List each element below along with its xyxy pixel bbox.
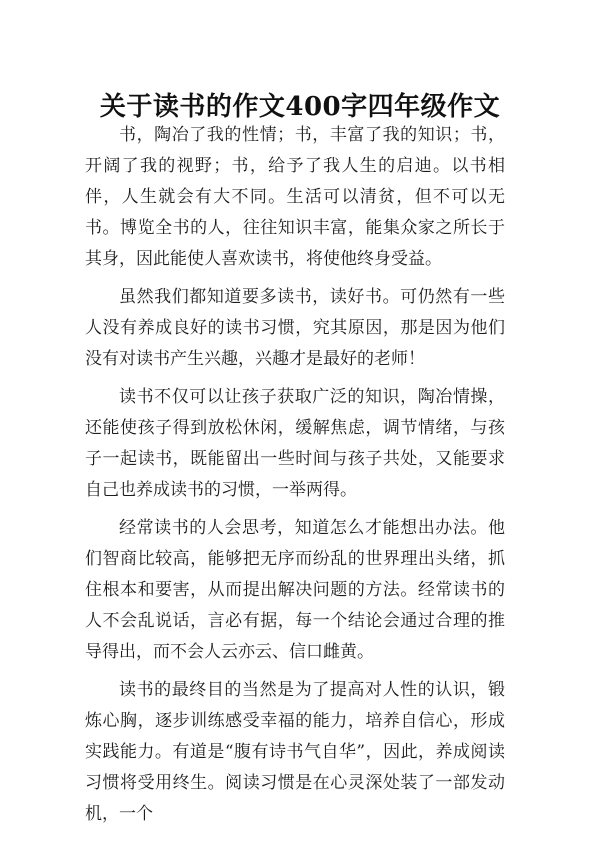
paragraph: 虽然我们都知道要多读书，读好书。可仍然有一些人没有养成良好的读书习惯，究其原因，那是因为他们没有对读书产生兴趣，兴趣才是最好的老师！ — [85, 287, 505, 369]
paragraph: 书，陶冶了我的性情；书，丰富了我的知识；书，开阔了我的视野；书，给予了我人生的启迪。以书相伴，人生就会有大不同。生活可以清贫，但不可以无书。博览全书的人，往往知识丰富，能集众家之所长于其身，因此能使人喜欢读书，将使他终身受益。 — [85, 125, 505, 269]
paragraph: 读书的最终目的当然是为了提高对人性的认识，锻炼心胸，逐步训练感受幸福的能力，培养自信心，形成实践能力。有道是“腹有诗书气自华”，因此，养成阅读习惯将受用终生。阅读习惯是在心灵深处装了一部发动机，一个 — [85, 680, 505, 824]
document-title: 关于读书的作文400字四年级作文 — [99, 92, 501, 123]
paragraph: 读书不仅可以让孩子获取广泛的知识，陶冶情操，还能使孩子得到放松休闲，缓解焦虑，调节情绪，与孩子一起读书，既能留出一些时间与孩子共处，又能要求自己也养成读书的习惯，一举两得。 — [85, 387, 505, 500]
paragraph: 经常读书的人会思考，知道怎么才能想出办法。他们智商比较高，能够把无序而纷乱的世界理出头绪，抓住根本和要害，从而提出解决问题的方法。经常读书的人不会乱说话，言必有据，每一个结论会通过合理的推导得出，而不会人云亦云、信口雌黄。 — [85, 518, 505, 662]
document-body — [85, 120, 505, 837]
